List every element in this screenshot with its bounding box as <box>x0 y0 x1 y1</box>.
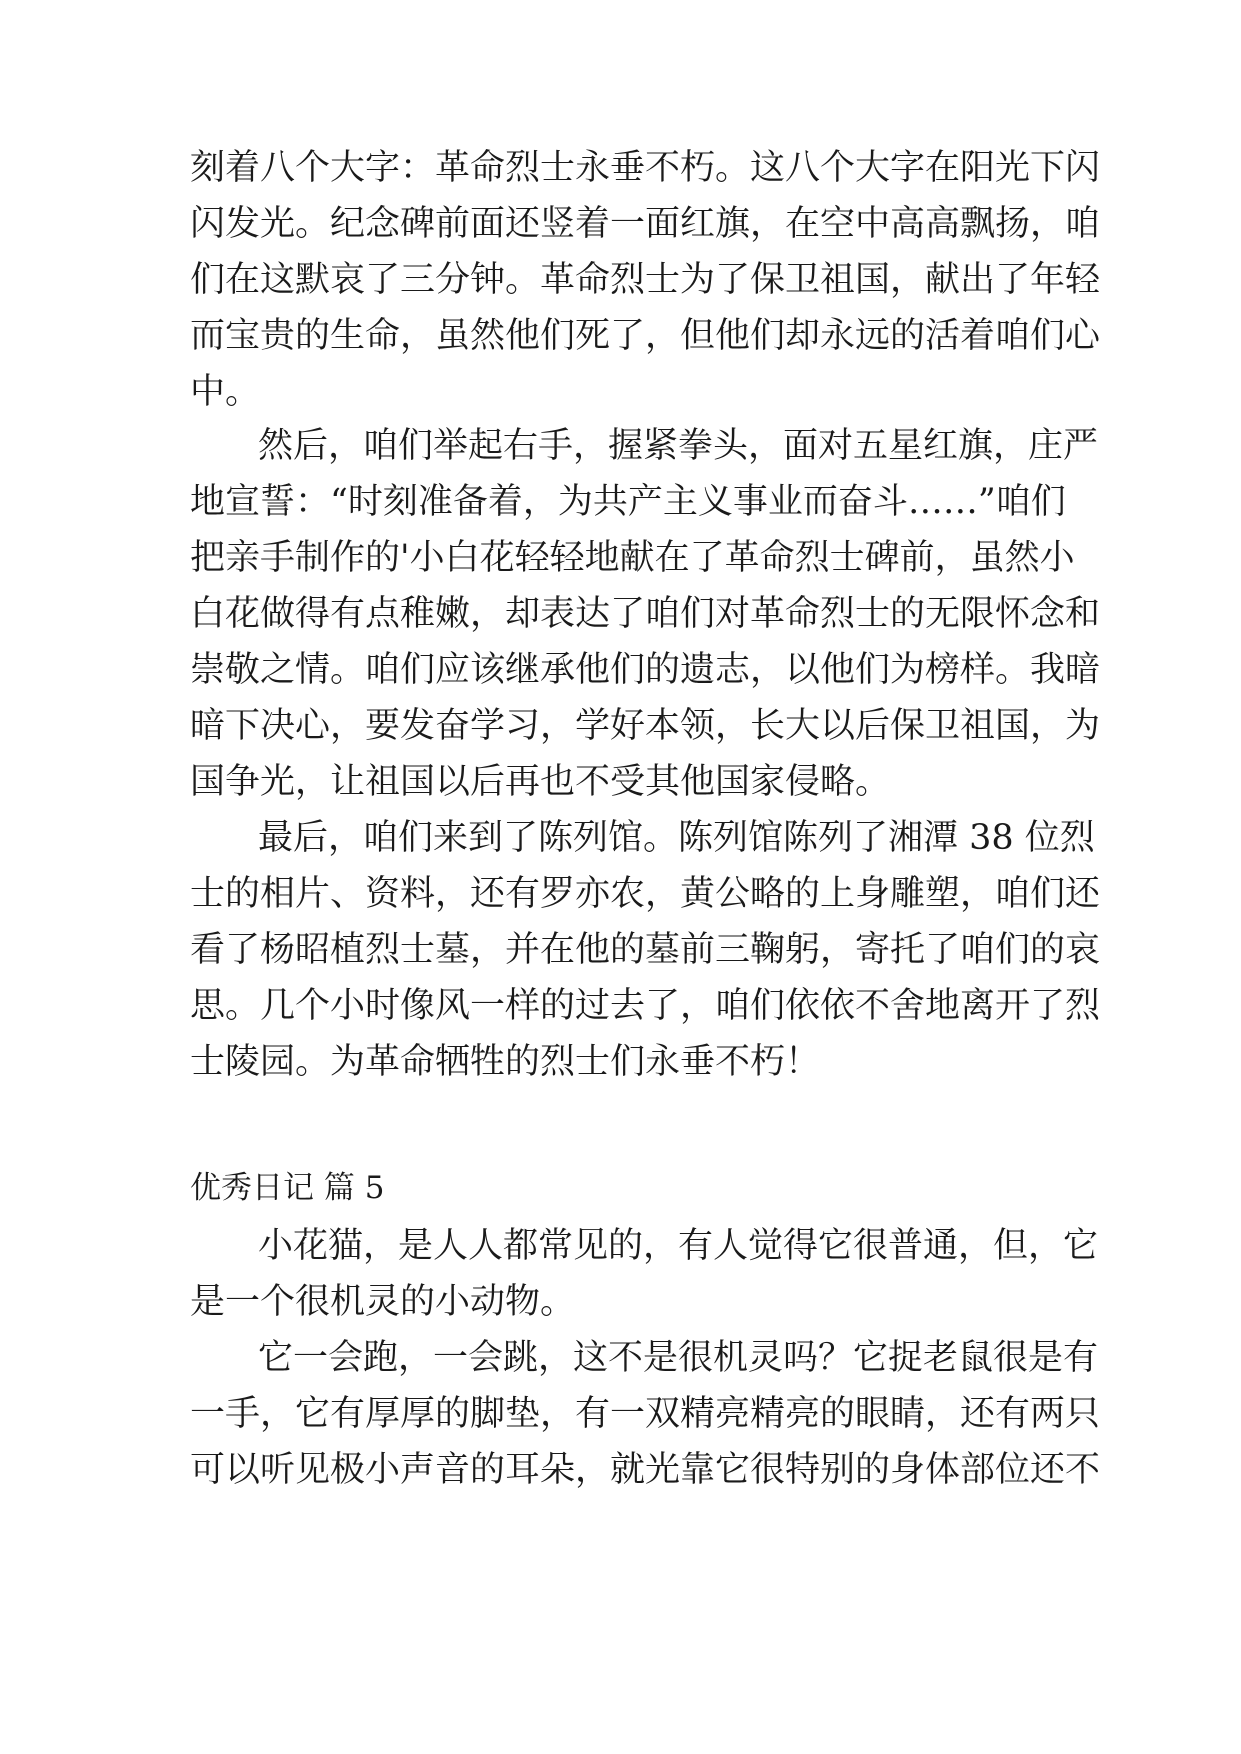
paragraph-4-line-2: 是一个很机灵的小动物。 <box>190 1282 576 1322</box>
paragraph-2-line-5: 崇敬之情。咱们应该继承他们的遗志，以他们为榜样。我暗 <box>190 650 1101 690</box>
paragraph-5-line-2: 一手，它有厚厚的脚垫，有一双精亮精亮的眼睛，还有两只 <box>190 1394 1101 1434</box>
paragraph-2-line-3: 把亲手制作的'小白花轻轻地献在了革命烈士碑前，虽然小 <box>190 538 1075 578</box>
paragraph-3-line-1: 最后，咱们来到了陈列馆。陈列馆陈列了湘潭 38 位烈 <box>258 818 1095 858</box>
paragraph-3-line-5: 士陵园。为革命牺牲的烈士们永垂不朽！ <box>190 1042 821 1082</box>
paragraph-2-line-4: 白花做得有点稚嫩，却表达了咱们对革命烈士的无限怀念和 <box>190 594 1101 634</box>
paragraph-1-line-4: 而宝贵的生命，虽然他们死了，但他们却永远的活着咱们心 <box>190 316 1101 356</box>
paragraph-2-line-6: 暗下决心，要发奋学习，学好本领，长大以后保卫祖国，为 <box>190 706 1101 746</box>
paragraph-2-line-7: 国争光，让祖国以后再也不受其他国家侵略。 <box>190 762 891 802</box>
section-heading: 优秀日记 篇 5 <box>190 1170 385 1206</box>
paragraph-4-line-1: 小花猫，是人人都常见的，有人觉得它很普通，但，它 <box>258 1226 1099 1266</box>
paragraph-2-line-2: 地宣誓：“时刻准备着，为共产主义事业而奋斗……”咱们 <box>190 482 1066 522</box>
paragraph-1-line-1: 刻着八个大字：革命烈士永垂不朽。这八个大字在阳光下闪 <box>190 148 1101 188</box>
paragraph-3-line-2: 士的相片、资料，还有罗亦农，黄公略的上身雕塑，咱们还 <box>190 874 1101 914</box>
paragraph-1-line-2: 闪发光。纪念碑前面还竖着一面红旗，在空中高高飘扬，咱 <box>190 204 1101 244</box>
paragraph-3-line-3: 看了杨昭植烈士墓，并在他的墓前三鞠躬，寄托了咱们的哀 <box>190 930 1101 970</box>
paragraph-2-line-1: 然后，咱们举起右手，握紧拳头，面对五星红旗，庄严 <box>258 426 1099 466</box>
paragraph-1-line-3: 们在这默哀了三分钟。革命烈士为了保卫祖国，献出了年轻 <box>190 260 1101 300</box>
paragraph-3-line-4: 思。几个小时像风一样的过去了，咱们依依不舍地离开了烈 <box>190 986 1101 1026</box>
paragraph-5-line-1: 它一会跑，一会跳，这不是很机灵吗？它捉老鼠很是有 <box>258 1338 1099 1378</box>
paragraph-5-line-3: 可以听见极小声音的耳朵，就光靠它很特别的身体部位还不 <box>190 1450 1101 1490</box>
paragraph-1-line-5: 中。 <box>190 372 261 412</box>
